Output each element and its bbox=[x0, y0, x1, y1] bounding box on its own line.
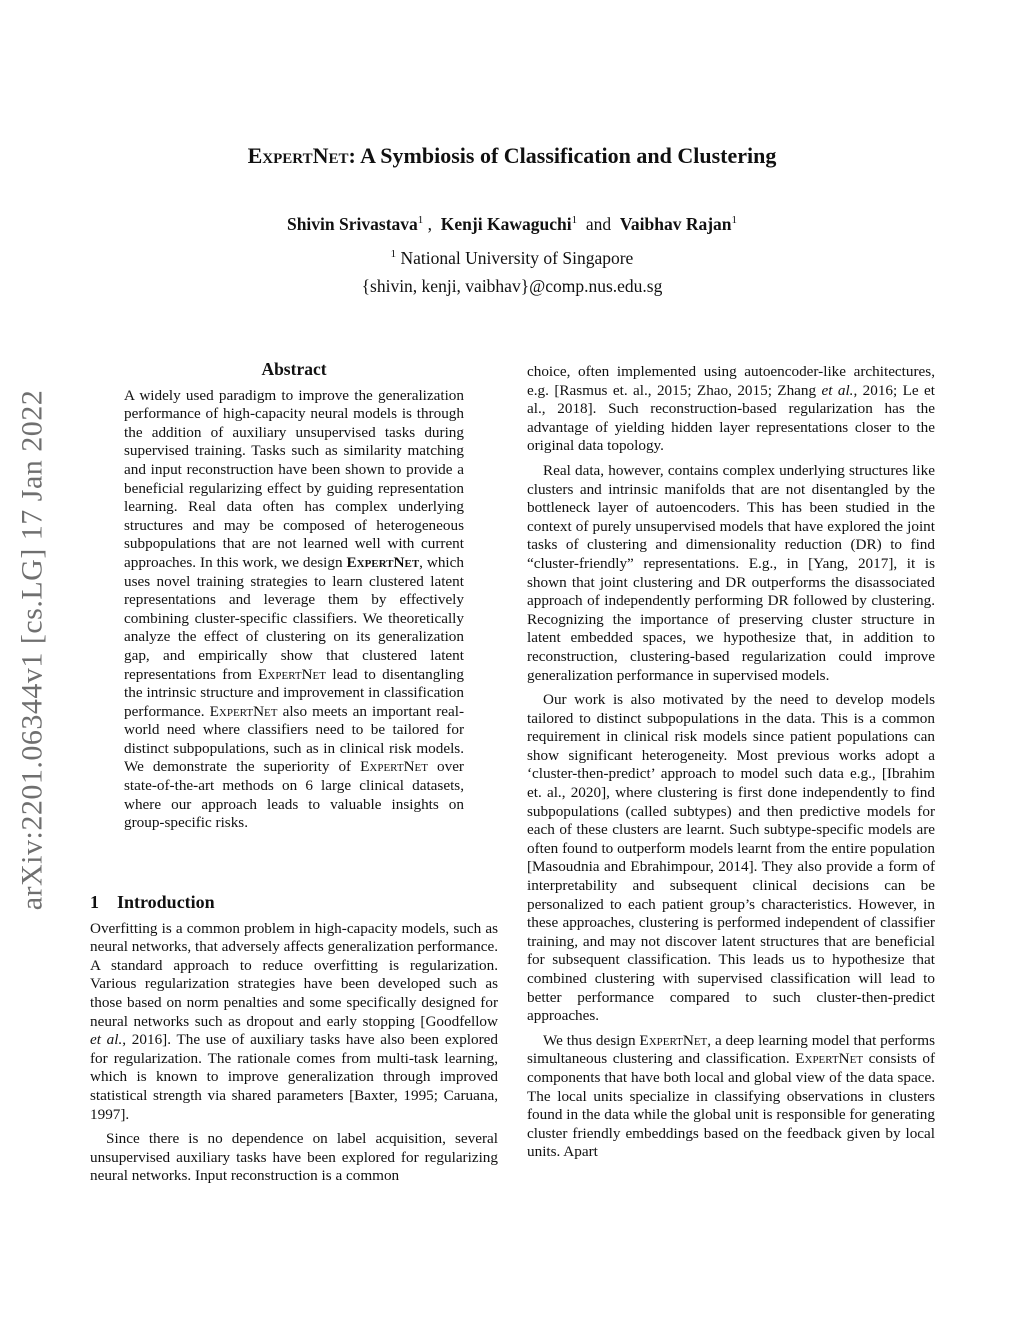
affiliation bbox=[60, 240, 964, 272]
author-separator: , bbox=[427, 214, 433, 234]
author-separator-and: and bbox=[585, 214, 612, 234]
affiliation-mark: 1 bbox=[390, 248, 397, 260]
body-paragraph: Our work is also motivated by the need to develop models tailored to distinct subpopulations in the data. This is a common requirement in clinical risk models since patient populations can show significant heterogeneity. Most previous works adopt a ‘cluster-then-predict’ approach to model such data e.g., [Ibrahim et. al., 2020], where clustering is first done independently to find subpopulations (called subtypes) and then predictive models for each of these clusters are learnt. Such subtype-specific models are often found to outperform models learnt from the entire population [Masoudnia and Ebrahimpour, 2014]. They also provide a form of interpretability and subsequent clinical decisions can be personalized to each patient group’s characteristics. However, in these approaches, clustering is performed independent of classifier training, and may not discover latent structures that are beneficial for subsequent classification. This leads us to hypothesize that combined clustering with supervised classification will lead to better performance compared to such cluster-then-predict approaches. bbox=[527, 691, 935, 1025]
abstract-heading: Abstract bbox=[261, 359, 327, 379]
author-affil-mark: 1 bbox=[571, 214, 578, 227]
system-name: ExpertNet bbox=[209, 702, 278, 720]
affiliation-name: National University of Singapore bbox=[400, 247, 634, 268]
author-name: Shivin Srivastava bbox=[286, 214, 418, 234]
abstract-text: , which uses novel training strategies to learn clustered latent representations and leverage them by effectively combining cluster-specific classifiers. We theoretically analyze the effect of clustering on its generalization gap, and empirically show that clustered latent representations from bbox=[124, 553, 464, 683]
system-name: ExpertNet bbox=[258, 665, 327, 683]
introduction-section bbox=[90, 893, 498, 1192]
right-column bbox=[527, 363, 935, 1168]
body-text: , 2016]. The use of auxiliary tasks have also been explored for regularization. The rationale comes from multi-task learning, which is known to improve generalization through improved statistical strength via shared parameters [Baxter, 1995; Caruana, 1997]. bbox=[90, 1031, 498, 1123]
author-affil-mark: 1 bbox=[417, 214, 424, 227]
body-paragraph: Since there is no dependence on label acquisition, several unsupervised auxiliary tasks have been explored for regularizing neural networks. Input reconstruction is a common bbox=[90, 1130, 498, 1185]
arxiv-sidebar bbox=[2, 360, 62, 940]
section-number: 1 bbox=[90, 892, 99, 912]
body-text: We thus design bbox=[543, 1031, 640, 1049]
abstract-text: lead to disentangling the intrinsic structure and improvement in classification performance. bbox=[124, 665, 464, 720]
body-text: Overfitting is a common problem in high-capacity models, such as neural networks, that adversely affects generalization performance. A standard approach to reduce overfitting is regularization. Various regularization strategies have been developed such as those based on norm penalties and some specifically designed for neural networks such as dropout and early stopping [Goodfellow bbox=[90, 919, 498, 1030]
body-text: , a deep learning model that performs simultaneous clustering and classification. bbox=[527, 1031, 936, 1068]
system-name: ExpertNet bbox=[639, 1031, 708, 1049]
system-name: ExpertNet bbox=[360, 758, 428, 776]
abstract-text: over state-of-the-art methods on 6 large clinical datasets, where our approach leads to valuable insights on group-specific risks. bbox=[124, 758, 464, 832]
body-text: consists of components that have both local and global view of the data space. The local units specialize in classifying observations in clusters found in the data while the global unit is responsible for generating cluster friendly embeddings based on the feedback given by local units. Apart bbox=[527, 1050, 935, 1161]
title-system-name: ExpertNet bbox=[247, 143, 349, 168]
author-affil-mark: 1 bbox=[731, 214, 738, 227]
paper-title bbox=[60, 143, 964, 169]
system-name: ExpertNet bbox=[795, 1050, 864, 1068]
body-paragraph bbox=[527, 1032, 935, 1162]
body-text: , 2016; Le et al., 2018]. Such reconstruction-based regularization has the advantage of yielding hidden layer representations closer to the original data topology. bbox=[527, 381, 936, 455]
body-paragraph: Real data, however, contains complex underlying structures like clusters and intrinsic manifolds that are not disentangled by the bottleneck layer of autoencoders. This has been studied in the context of purely unsupervised models that have explored the joint tasks of clustering and dimensionality reduction (DR) to find “cluster-friendly” representations. E.g., in [Yang, 2017], it is shown that joint clustering and DR outperforms the disassociated approach of independently performing DR followed by clustering. Recognizing the importance of preserving cluster structure in latent embedded spaces, we hypothesize that, in addition to reconstruction, clustering-based regularization could improve generalization performance in supervised models. bbox=[527, 461, 935, 684]
section-title: Introduction bbox=[117, 892, 215, 912]
author-list bbox=[60, 212, 964, 237]
arxiv-identifier: arXiv:2201.06344v1 [cs.LG] 17 Jan 2022 bbox=[15, 389, 48, 911]
affiliation-block bbox=[60, 240, 964, 300]
author-name: Kenji Kawaguchi bbox=[440, 214, 572, 234]
system-name: ExpertNet bbox=[346, 553, 420, 571]
abstract-text: also meets an important real-world need where classifiers need to be tailored for distinct subpopulations, such as in clinical risk models. We demonstrate the superiority of bbox=[124, 702, 465, 776]
abstract-paragraph bbox=[124, 387, 464, 833]
author-name: Vaibhav Rajan bbox=[619, 214, 732, 234]
abstract-text: A widely used paradigm to improve the generalization performance of high-capacity neural models is through the addition of auxiliary unsupervised tasks during supervised training. Tasks such as similarity matching and input reconstruction have been shown to provide a beneficial regularizing effect by guiding representation learning. Real data often has complex underlying structures and may be composed of heterogeneous subpopulations that are not learned well with current approaches. In this work, we design bbox=[124, 386, 464, 571]
body-paragraph bbox=[90, 920, 498, 1125]
citation-etal: et al. bbox=[90, 1031, 123, 1049]
author-emails: {shivin, kenji, vaibhav}@comp.nus.edu.sg bbox=[361, 275, 663, 296]
title-text: : A Symbiosis of Classification and Clustering bbox=[348, 143, 777, 168]
citation-etal: et al. bbox=[821, 381, 854, 399]
abstract-section bbox=[124, 360, 464, 839]
body-paragraph bbox=[527, 363, 935, 456]
body-text: choice, often implemented using autoencoder-like architectures, e.g. [Rasmus et. al., 2015; Zhao, 2015; Zhang bbox=[527, 363, 935, 399]
section-heading bbox=[90, 893, 498, 912]
